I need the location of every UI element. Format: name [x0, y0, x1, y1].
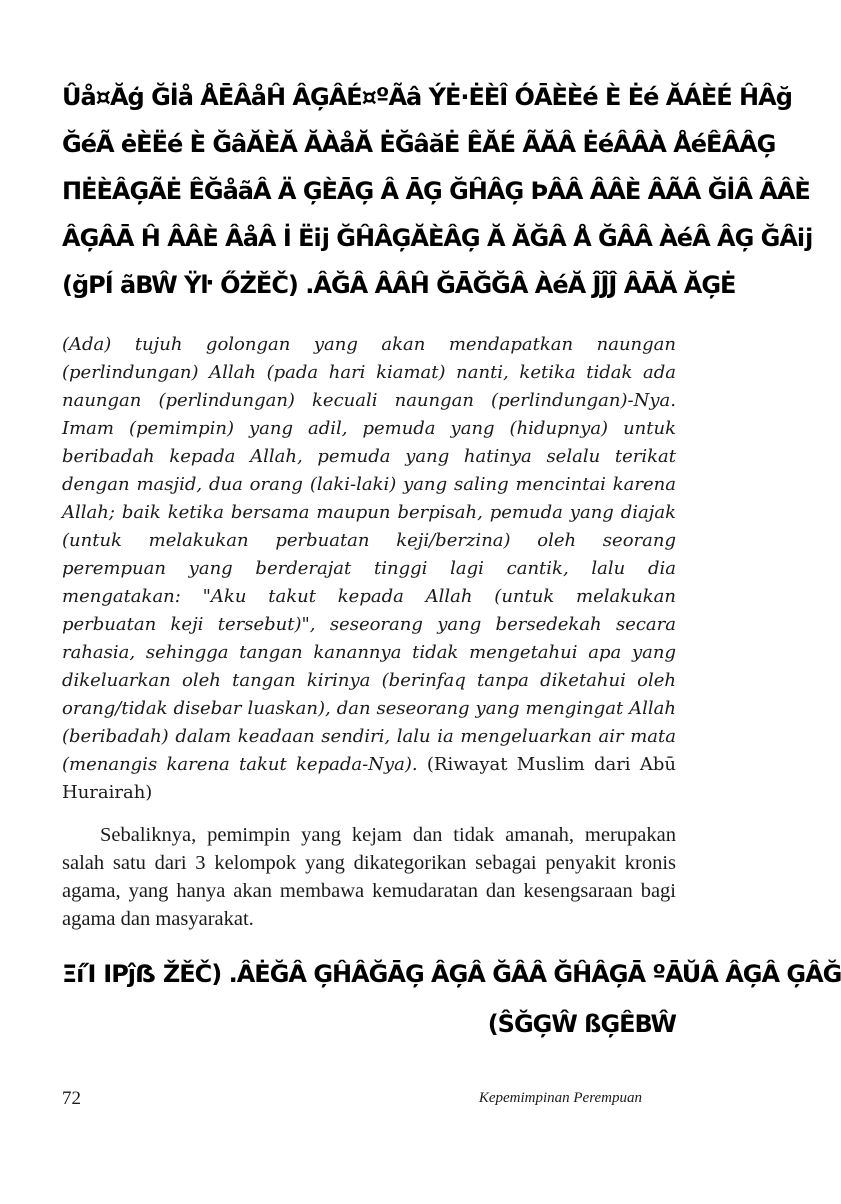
- hadith-translation: [62, 331, 676, 807]
- arabic-line: (ğPÍ ãBŴ Ÿŀ ŐŻĚČ) .ÂĞÂ ÂÂĤ ĞĀĞĞÂ ÀéĂ ĴĴĴ ÂĀĂ ĂĢĖ: [62, 271, 736, 299]
- translation-text: (Ada) tujuh golongan yang akan mendapatkan naungan (perlindungan) Allah (pada hari kiamat) nanti, ketika tidak ada naungan (perlindungan) kecuali naungan (perlindungan)-Nya. Imam (pemimpin) yang adil, pemuda yang (hidupnya) untuk beribadah kepada Allah, pemuda yang hatinya selalu terikat dengan masjid, dua orang (laki-laki) yang saling mencintai karena Allah; baik ketika bersama maupun berpisah, pemuda yang diajak (untuk melakukan perbuatan keji/berzina) oleh seorang perempuan yang berderajat tinggi lagi cantik, lalu dia mengatakan: "Aku takut kepada Allah (untuk melakukan perbuatan keji tersebut)", seseorang yang bersedekah secara rahasia, sehingga tangan kanannya tidak mengetahui apa yang dikeluarkan oleh tangan kirinya (berinfaq tanpa diketahui oleh orang/tidak disebar luaskan), dan seseorang yang mengingat Allah (beribadah) dalam keadaan sendiri, lalu ia mengeluarkan air mata (menangis karena takut kepada-Nya).: [62, 334, 676, 775]
- page-body: [62, 74, 841, 1049]
- arabic-line: ĞéÃ ėÈËé È ĞâĂÈĂ ĂÀåĂ ĖĞâăĖ ÊĂÉ ÃĂÂ ĖéÂÂÀ ÅéÊÂÂĢ: [62, 130, 776, 158]
- arabic-verse-text: [62, 949, 841, 1049]
- body-paragraph: Sebaliknya, pemimpin yang kejam dan tidak amanah, merupakan salah satu dari 3 kelompok yang dikategorikan sebagai penyakit kronis agama, yang hanya akan membawa kemudaratan dan kesengsaraan bagi agama dan masyarakat.: [62, 824, 676, 930]
- arabic-line: ÂĢÂĀ Ĥ ÂÂÈ ÂåÂ İ Ëĳ ĞĤÂĢĂÈÂĢ Ă ĂĞÂ Å ĞÂÂ ÀéÂ ÂĢ ĞÂĳ: [62, 224, 813, 252]
- arabic-line: ΞíΊ ΙΡĵẞ ŽĚČ) .ÂĖĞÂ ĢĤÂĞĀĢ ÂĢÂ ĞÂÂ ĞĤÂĢĀ ºĀŬÂ ÂĢÂ ĢÂĞ: [62, 960, 841, 988]
- arabic-line: Ûå¤Ăģ Ğİå ÅĒÂåĤ ÂĢÂÉ¤ºÃâ ÝĖ·ĖÈÎ ÓĀÈÈé È Ėé ĂÁÈÉ ĤÂğ: [62, 83, 792, 111]
- arabic-hadith-text: [62, 74, 813, 309]
- page-number: 72: [62, 1088, 81, 1109]
- arabic-line: ΠĖÈÂĢÃĖ ÊĞåãÂ Ä ĢÈĀĢ Â ĀĢ ĞĤÂĢ ÞÂÂ ÂÂÈ ÂÃÂ ĞİÂ ÂÂÈ: [62, 177, 810, 205]
- hadith-source: (Riwayat Muslim dari Abū Hurairah): [62, 754, 676, 803]
- arabic-line: (ŜĞĢŴ ßĢÊBŴ: [487, 1010, 676, 1038]
- running-title: Kepemimpinan Perempuan: [478, 1090, 642, 1106]
